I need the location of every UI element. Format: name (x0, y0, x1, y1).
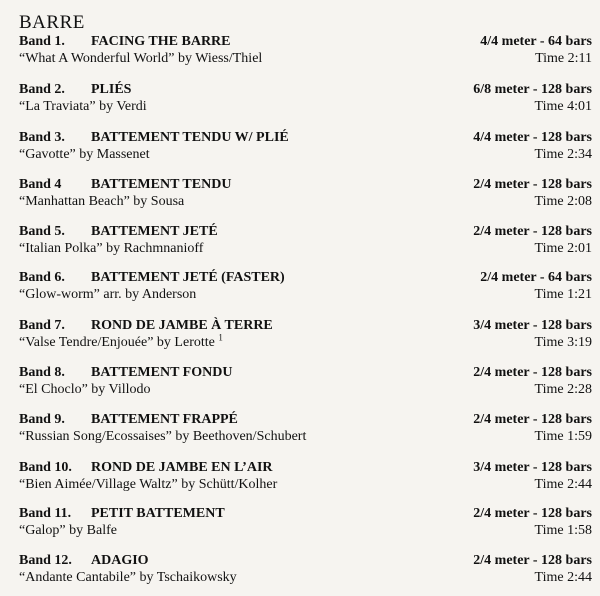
track-duration: Time 2:34 (534, 147, 592, 162)
music-credit: “La Traviata” by Verdi (19, 99, 147, 114)
track-duration: Time 1:59 (534, 429, 592, 444)
band-number: Band 10. (19, 460, 72, 475)
track-duration: Time 2:28 (534, 382, 592, 397)
track-title: ROND DE JAMBE EN L’AIR (91, 460, 273, 475)
meter-info: 4/4 meter - 128 bars (473, 130, 592, 145)
track-title: ADAGIO (91, 553, 149, 568)
meter-info: 2/4 meter - 64 bars (480, 270, 592, 285)
band-number: Band 6. (19, 270, 65, 285)
band-number: Band 11. (19, 506, 72, 521)
track-row (0, 318, 600, 358)
music-credit-line (19, 194, 184, 210)
track-duration: Time 2:11 (535, 51, 592, 66)
track-title-line (19, 553, 149, 569)
band-number: Band 4 (19, 177, 62, 192)
track-duration: Time 1:21 (534, 287, 592, 302)
meter-info: 2/4 meter - 128 bars (473, 412, 592, 427)
band-number: Band 8. (19, 365, 65, 380)
track-title: BATTEMENT JETÉ (91, 224, 218, 239)
track-duration: Time 2:44 (534, 570, 592, 585)
band-number: Band 12. (19, 553, 72, 568)
music-credit: “Gavotte” by Massenet (19, 147, 150, 162)
music-credit-line (19, 570, 237, 586)
band-number: Band 9. (19, 412, 65, 427)
music-credit-line (19, 332, 223, 351)
track-title-line (19, 177, 231, 193)
music-credit-line (19, 477, 277, 493)
track-row (0, 82, 600, 122)
track-row (0, 177, 600, 217)
music-credit: “Bien Aimée/Village Waltz” by Schütt/Kolher (19, 477, 278, 492)
footnote-marker: 1 (218, 332, 223, 343)
track-title: BATTEMENT FRAPPÉ (91, 412, 238, 427)
music-credit-line (19, 523, 117, 539)
music-credit-line (19, 382, 151, 398)
music-credit: “Italian Polka” by Rachmnanioff (19, 241, 204, 256)
meter-info: 2/4 meter - 128 bars (473, 224, 592, 239)
band-number: Band 2. (19, 82, 65, 97)
music-credit-line (19, 287, 196, 303)
meter-info: 2/4 meter - 128 bars (473, 506, 592, 521)
track-row (0, 460, 600, 500)
band-number: Band 3. (19, 130, 65, 145)
meter-info: 3/4 meter - 128 bars (473, 460, 592, 475)
track-row (0, 365, 600, 405)
track-title-line (19, 82, 131, 98)
track-duration: Time 3:19 (534, 335, 592, 350)
music-credit: “Galop” by Balfe (19, 523, 117, 538)
track-title-line (19, 318, 273, 334)
track-duration: Time 1:58 (534, 523, 592, 538)
meter-info: 3/4 meter - 128 bars (473, 318, 592, 333)
track-duration: Time 2:44 (534, 477, 592, 492)
track-row (0, 412, 600, 452)
track-title-line (19, 506, 225, 522)
track-duration: Time 2:08 (534, 194, 592, 209)
track-row (0, 553, 600, 593)
band-number: Band 1. (19, 34, 65, 49)
music-credit-line (19, 147, 150, 163)
track-title-line (19, 130, 289, 146)
track-title-line (19, 224, 218, 240)
track-row (0, 130, 600, 170)
track-row (0, 34, 600, 74)
music-credit: “Valse Tendre/Enjouée” by Lerotte (19, 335, 215, 350)
music-credit: “Russian Song/Ecossaises” by Beethoven/Schubert (19, 429, 307, 444)
track-title-line (19, 365, 232, 381)
track-title: BATTEMENT FONDU (91, 365, 233, 380)
track-title-line (19, 34, 231, 50)
track-title: PLIÉS (91, 82, 132, 97)
track-title: ROND DE JAMBE À TERRE (91, 318, 273, 333)
band-number: Band 7. (19, 318, 65, 333)
track-title: BATTEMENT TENDU (91, 177, 232, 192)
track-duration: Time 4:01 (534, 99, 592, 114)
band-number: Band 5. (19, 224, 65, 239)
track-title: FACING THE BARRE (91, 34, 231, 49)
music-credit-line (19, 99, 147, 115)
track-title-line (19, 460, 273, 476)
track-title: BATTEMENT JETÉ (FASTER) (91, 270, 285, 285)
track-row (0, 506, 600, 546)
music-credit: “Andante Cantabile” by Tschaikowsky (19, 570, 237, 585)
section-heading: BARRE (19, 12, 85, 33)
music-credit-line (19, 51, 262, 67)
track-title: PETIT BATTEMENT (91, 506, 225, 521)
music-credit-line (19, 241, 203, 257)
music-credit-line (19, 429, 306, 445)
music-credit: “What A Wonderful World” by Wiess/Thiel (19, 51, 263, 66)
music-credit: “Manhattan Beach” by Sousa (19, 194, 185, 209)
track-row (0, 270, 600, 310)
meter-info: 4/4 meter - 64 bars (480, 34, 592, 49)
track-title: BATTEMENT TENDU W/ PLIÉ (91, 130, 289, 145)
meter-info: 6/8 meter - 128 bars (473, 82, 592, 97)
music-credit: “Glow-worm” arr. by Anderson (19, 287, 197, 302)
track-title-line (19, 412, 238, 428)
track-row (0, 224, 600, 264)
music-credit: “El Choclo” by Villodo (19, 382, 151, 397)
meter-info: 2/4 meter - 128 bars (473, 365, 592, 380)
track-duration: Time 2:01 (534, 241, 592, 256)
meter-info: 2/4 meter - 128 bars (473, 177, 592, 192)
meter-info: 2/4 meter - 128 bars (473, 553, 592, 568)
track-title-line (19, 270, 285, 286)
